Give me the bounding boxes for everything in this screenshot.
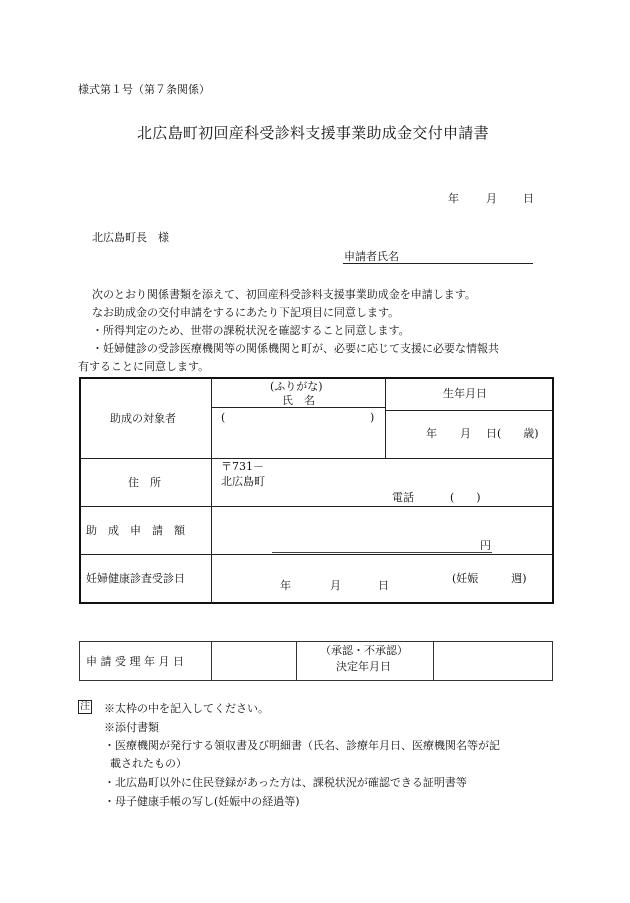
subject-name-field[interactable]: [220, 424, 380, 452]
phone-area-parens: ( ): [450, 491, 481, 504]
date-month-label: 月: [486, 192, 497, 205]
applicant-name-line[interactable]: [343, 263, 533, 264]
addressee: 北広島町長 様: [92, 231, 169, 244]
birth-day-age-label: 日( 歳): [486, 427, 539, 440]
decision-date-label: 決定年月日: [336, 660, 391, 673]
applicant-name-label: 申請者氏名: [344, 250, 399, 263]
date-year-label: 年: [448, 192, 459, 205]
birth-month-label: 月: [460, 427, 471, 440]
date-day-label: 日: [523, 192, 534, 205]
note-attachments-heading: ※添付書類: [104, 721, 159, 734]
furigana-label: (ふりがな): [270, 380, 323, 393]
birth-year-label: 年: [426, 427, 437, 440]
checkup-year-label: 年: [280, 579, 291, 592]
postal-code-prefix: 〒731－: [221, 460, 264, 473]
town-name: 北広島町: [221, 475, 265, 488]
consent-info-sharing-cont: 有することに同意します。: [78, 360, 210, 373]
checkup-month-label: 月: [330, 579, 341, 592]
furigana-paren-close: ): [370, 411, 375, 424]
checkup-date-label: 妊婦健康診査受診日: [86, 572, 185, 585]
amount-field-line[interactable]: [272, 552, 492, 553]
phone-label: 電話: [392, 491, 414, 504]
note-attachment-receipt: ・医療機関が発行する領収書及び明細書（氏名、診療年月日、医療機関名等が記: [104, 739, 500, 752]
address-field[interactable]: [300, 472, 540, 488]
amount-label: 助 成 申 請 額: [86, 524, 185, 537]
page-title: 北広島町初回産科受診料支援事業助成金交付申請書: [137, 124, 489, 142]
subject-label: 助成の対象者: [110, 412, 176, 425]
consent-info-sharing: ・妊婦健診の受診医療機関等の関係機関と町が、必要に応じて支援に必要な情報共: [92, 342, 499, 355]
receipt-date-label: 申 請 受 理 年 月 日: [86, 655, 184, 668]
note-mark: 注: [80, 701, 90, 712]
intro-line-2: なお助成金の交付申請をするにあたり下記項目に同意します。: [92, 306, 400, 319]
address-label: 住 所: [128, 476, 161, 489]
name-label: 氏 名: [282, 394, 315, 407]
note-attachment-tax-certificate: ・北広島町以外に住民登録があった方は、課税状況が確認できる証明書等: [104, 776, 467, 789]
note-attachment-receipt-cont: 載されたもの）: [110, 757, 187, 770]
form-number: 様式第１号（第７条関係）: [78, 83, 210, 96]
consent-tax-status: ・所得判定のため、世帯の課税状況を確認すること同意します。: [92, 324, 410, 337]
approval-status-label: （承認・不承認）: [320, 644, 408, 657]
birthdate-label: 生年月日: [443, 387, 487, 400]
yen-unit: 円: [480, 539, 491, 552]
note-fill-bold-frame: ※太枠の中を記入してください。: [104, 702, 269, 715]
intro-line-1: 次のとおり関係書類を添えて、初回産科受診料支援事業助成金を申請します。: [92, 288, 476, 301]
pregnancy-weeks-label: (妊娠 週): [452, 572, 527, 585]
furigana-paren-open: (: [221, 411, 226, 424]
note-attachment-maternal-handbook: ・母子健康手帳の写し(妊娠中の経過等): [104, 795, 300, 808]
checkup-day-label: 日: [378, 579, 389, 592]
